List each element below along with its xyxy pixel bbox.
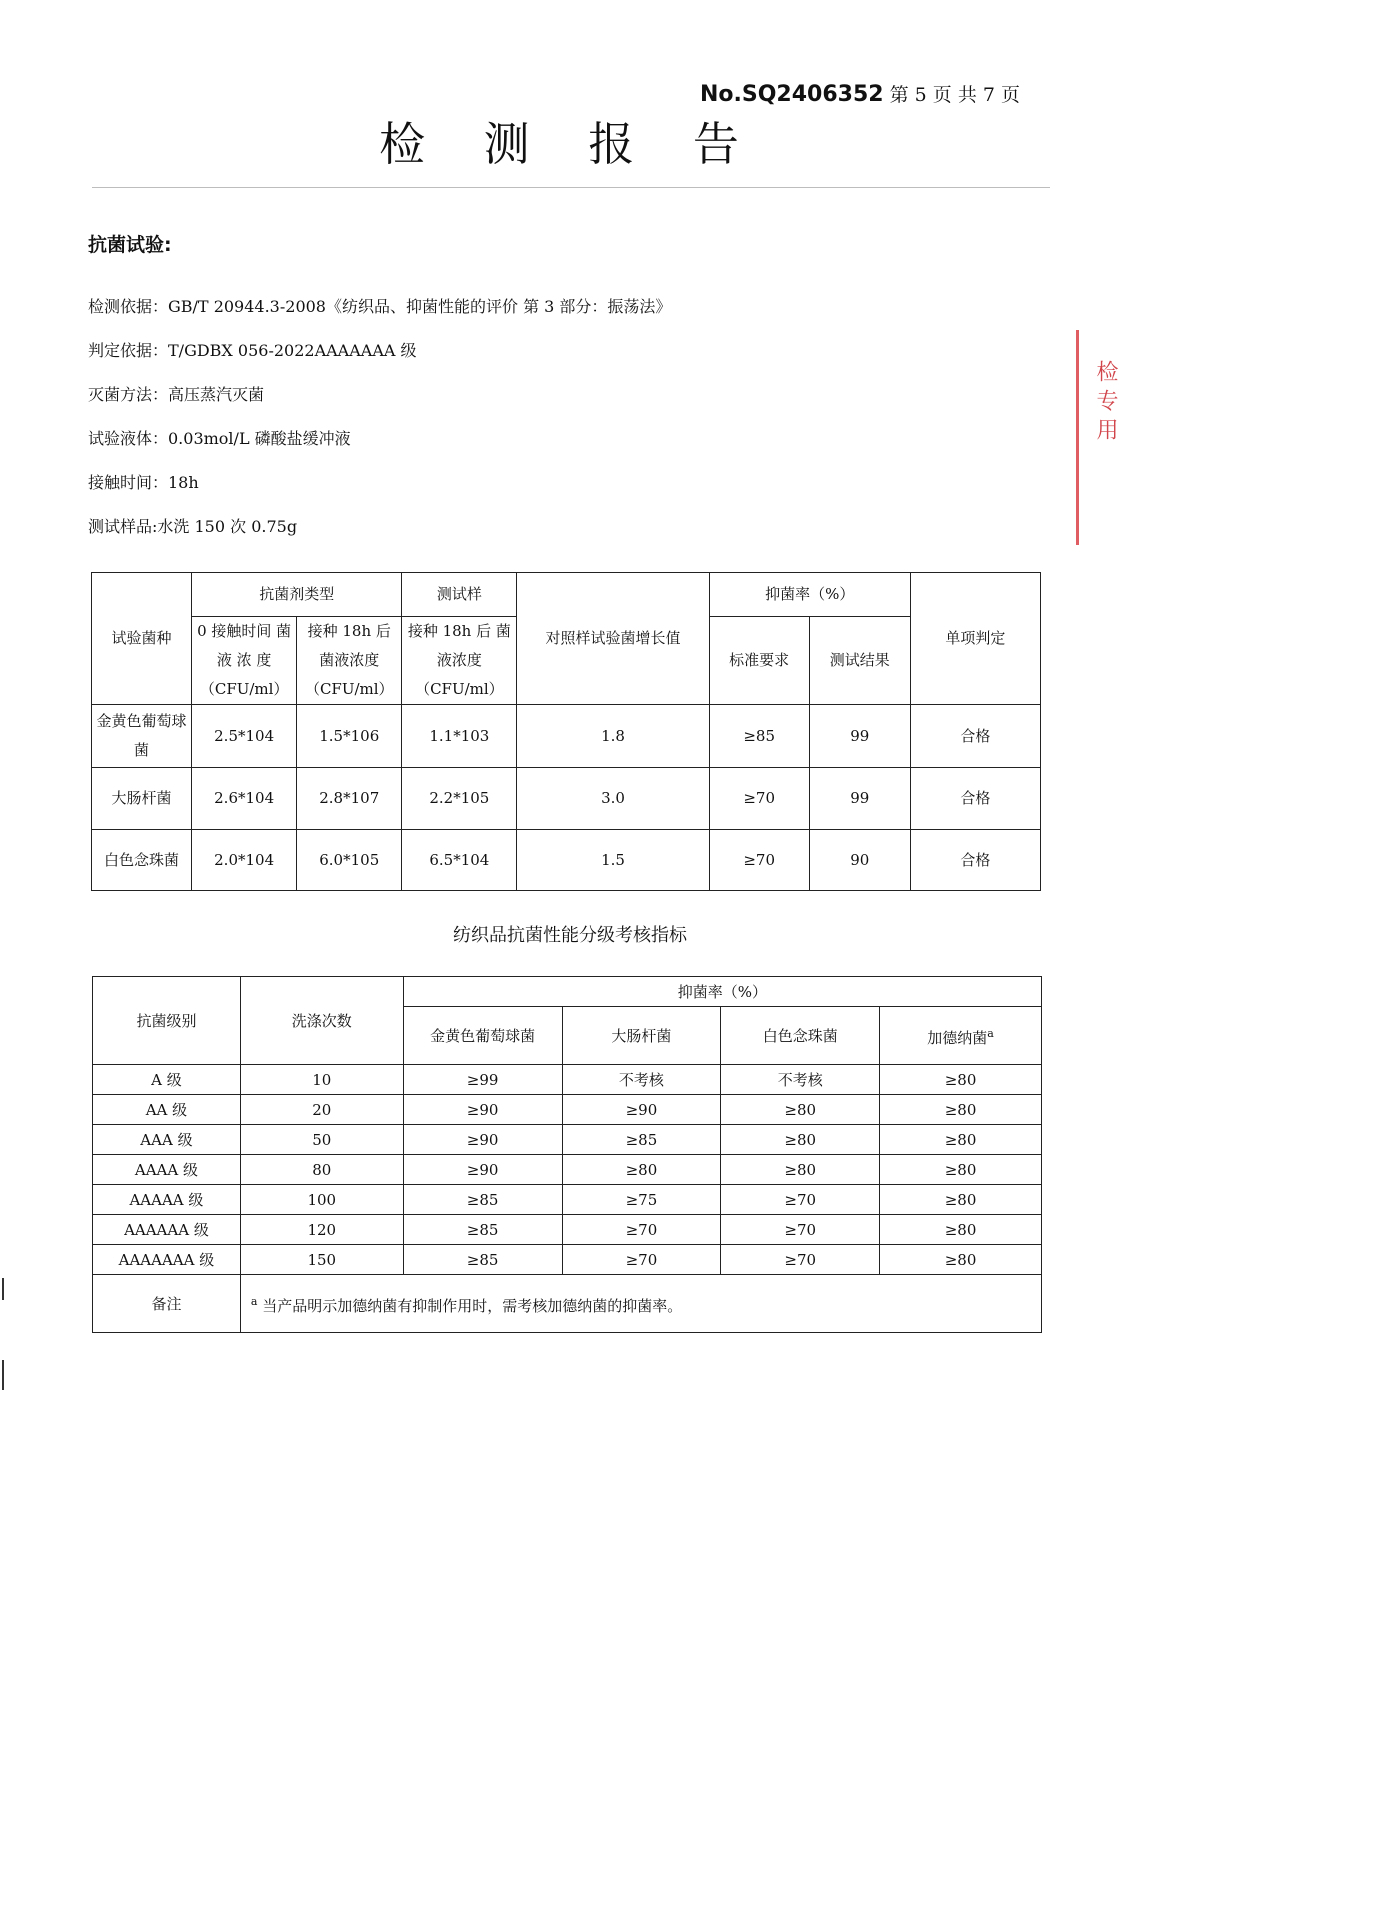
header-gardnerella (880, 1007, 1042, 1065)
cell-escherichia-coli: ≥70 (562, 1245, 721, 1275)
header-staphylococcus-aureus: 金黄色葡萄球菌 (403, 1007, 562, 1065)
antibacterial-result-table (91, 572, 1041, 891)
cell-escherichia-coli: ≥75 (562, 1185, 721, 1215)
cell-verdict: 合格 (910, 830, 1040, 891)
cell-gardnerella: ≥80 (880, 1095, 1042, 1125)
cell-wash-count: 120 (240, 1215, 403, 1245)
cell-zero-time-concentration: 2.5*104 (192, 705, 297, 768)
info-judgement: 判定依据：T/GDBX 056-2022AAAAAAA 级 (88, 341, 417, 360)
cell-candida-albicans: ≥80 (721, 1155, 880, 1185)
cell-gardnerella: ≥80 (880, 1215, 1042, 1245)
scan-edge-mark (2, 1278, 4, 1300)
scan-edge-mark (2, 1360, 4, 1390)
footnote-marker: a (987, 1026, 994, 1040)
cell-staphylococcus-aureus: ≥90 (403, 1155, 562, 1185)
cell-gardnerella: ≥80 (880, 1065, 1042, 1095)
header-test-result: 测试结果 (809, 617, 910, 705)
cell-strain: 大肠杆菌 (92, 768, 192, 830)
table-row (93, 1185, 1042, 1215)
grading-table-title: 纺织品抗菌性能分级考核指标 (453, 925, 687, 946)
info-contact-time: 接触时间：18h (88, 473, 199, 492)
cell-zero-time-concentration: 2.6*104 (192, 768, 297, 830)
cell-verdict: 合格 (910, 768, 1040, 830)
cell-escherichia-coli: ≥80 (562, 1155, 721, 1185)
cell-test-result: 99 (809, 705, 910, 768)
cell-wash-count: 80 (240, 1155, 403, 1185)
table-row (93, 1155, 1042, 1185)
cell-sample-18h-concentration: 1.1*103 (402, 705, 517, 768)
note-content (240, 1275, 1041, 1333)
seal-stamp (1068, 330, 1118, 545)
table-row (93, 1125, 1042, 1155)
cell-control-growth: 3.0 (517, 768, 709, 830)
cell-sample-18h-concentration: 2.2*105 (402, 768, 517, 830)
page-indicator: 第 5 页 共 7 页 (889, 84, 1021, 106)
cell-candida-albicans: ≥80 (721, 1095, 880, 1125)
cell-standard-requirement: ≥70 (709, 768, 809, 830)
cell-gardnerella: ≥80 (880, 1125, 1042, 1155)
cell-escherichia-coli: ≥70 (562, 1215, 721, 1245)
header-verdict: 单项判定 (910, 573, 1040, 705)
cell-staphylococcus-aureus: ≥99 (403, 1065, 562, 1095)
cell-control-growth: 1.5 (517, 830, 709, 891)
header-candida-albicans: 白色念珠菌 (721, 1007, 880, 1065)
cell-wash-count: 10 (240, 1065, 403, 1095)
cell-staphylococcus-aureus: ≥85 (403, 1245, 562, 1275)
cell-gardnerella: ≥80 (880, 1185, 1042, 1215)
cell-escherichia-coli: ≥90 (562, 1095, 721, 1125)
footnote-marker: a (250, 1294, 258, 1308)
cell-grade: AAA 级 (93, 1125, 241, 1155)
cell-standard-requirement: ≥70 (709, 830, 809, 891)
header-sample-18h-concentration: 接种 18h 后 菌液浓度 （CFU/ml） (402, 617, 517, 705)
header-agent-type: 抗菌剂类型 (192, 573, 402, 617)
cell-18h-concentration: 6.0*105 (297, 830, 402, 891)
cell-grade: AAAAA 级 (93, 1185, 241, 1215)
cell-grade: A 级 (93, 1065, 241, 1095)
cell-gardnerella: ≥80 (880, 1155, 1042, 1185)
header-escherichia-coli: 大肠杆菌 (562, 1007, 721, 1065)
cell-wash-count: 150 (240, 1245, 403, 1275)
info-sterilization: 灭菌方法：高压蒸汽灭菌 (88, 385, 265, 404)
cell-control-growth: 1.8 (517, 705, 709, 768)
cell-standard-requirement: ≥85 (709, 705, 809, 768)
table-row (93, 1095, 1042, 1125)
info-basis: 检测依据：GB/T 20944.3-2008《纺织品、抑菌性能的评价 第 3 部分：振荡法》 (88, 297, 672, 316)
grading-criteria-table (92, 976, 1042, 1333)
cell-candida-albicans: ≥70 (721, 1245, 880, 1275)
header-strain: 试验菌种 (92, 573, 192, 705)
cell-staphylococcus-aureus: ≥85 (403, 1215, 562, 1245)
cell-wash-count: 50 (240, 1125, 403, 1155)
cell-staphylococcus-aureus: ≥90 (403, 1125, 562, 1155)
cell-strain: 金黄色葡萄球菌 (92, 705, 192, 768)
table-row (93, 1065, 1042, 1095)
header-inhibition-rate: 抑菌率（%） (709, 573, 910, 617)
cell-wash-count: 20 (240, 1095, 403, 1125)
cell-18h-concentration: 1.5*106 (297, 705, 402, 768)
info-sample: 测试样品:水洗 150 次 0.75g (88, 517, 298, 536)
table-row (93, 1215, 1042, 1245)
cell-grade: AAAAAAA 级 (93, 1245, 241, 1275)
cell-escherichia-coli: ≥85 (562, 1125, 721, 1155)
table-row (92, 768, 1041, 830)
header-standard-requirement: 标准要求 (709, 617, 809, 705)
note-text: 当产品明示加德纳菌有抑制作用时，需考核加德纳菌的抑菌率。 (262, 1296, 683, 1315)
cell-wash-count: 100 (240, 1185, 403, 1215)
section-title: 抗菌试验: (88, 234, 172, 256)
cell-test-result: 99 (809, 768, 910, 830)
report-number-code: No.SQ2406352 (700, 82, 884, 107)
cell-candida-albicans: 不考核 (721, 1065, 880, 1095)
header-18h-concentration: 接种 18h 后 菌液浓度 （CFU/ml） (297, 617, 402, 705)
cell-grade: AA 级 (93, 1095, 241, 1125)
table-note-row (93, 1275, 1042, 1333)
cell-grade: AAAAAA 级 (93, 1215, 241, 1245)
header-zero-time-concentration: 0 接触时间 菌 液 浓 度 （CFU/ml） (192, 617, 297, 705)
table-row (92, 705, 1041, 768)
header-control-growth: 对照样试验菌增长值 (517, 573, 709, 705)
cell-gardnerella: ≥80 (880, 1245, 1042, 1275)
cell-verdict: 合格 (910, 705, 1040, 768)
header-divider (92, 187, 1050, 188)
seal-stamp-text: 检 专 用 (1093, 360, 1118, 440)
cell-staphylococcus-aureus: ≥85 (403, 1185, 562, 1215)
header-inhibition-rate: 抑菌率（%） (403, 977, 1041, 1007)
cell-strain: 白色念珠菌 (92, 830, 192, 891)
cell-18h-concentration: 2.8*107 (297, 768, 402, 830)
header-gardnerella-label: 加德纳菌 (927, 1028, 988, 1047)
cell-candida-albicans: ≥70 (721, 1185, 880, 1215)
table-row (93, 1245, 1042, 1275)
header-wash-count: 洗涤次数 (240, 977, 403, 1065)
report-number (700, 80, 1040, 107)
info-liquid: 试验液体：0.03mol/L 磷酸盐缓冲液 (88, 429, 351, 448)
table-row (92, 830, 1041, 891)
cell-test-result: 90 (809, 830, 910, 891)
cell-staphylococcus-aureus: ≥90 (403, 1095, 562, 1125)
page-title: 检 测 报 告 (379, 117, 761, 171)
cell-candida-albicans: ≥70 (721, 1215, 880, 1245)
cell-zero-time-concentration: 2.0*104 (192, 830, 297, 891)
header-test-sample: 测试样 (402, 573, 517, 617)
cell-candida-albicans: ≥80 (721, 1125, 880, 1155)
cell-sample-18h-concentration: 6.5*104 (402, 830, 517, 891)
seal-stamp-edge (1076, 330, 1079, 545)
note-label: 备注 (93, 1275, 241, 1333)
cell-escherichia-coli: 不考核 (562, 1065, 721, 1095)
header-grade: 抗菌级别 (93, 977, 241, 1065)
cell-grade: AAAA 级 (93, 1155, 241, 1185)
